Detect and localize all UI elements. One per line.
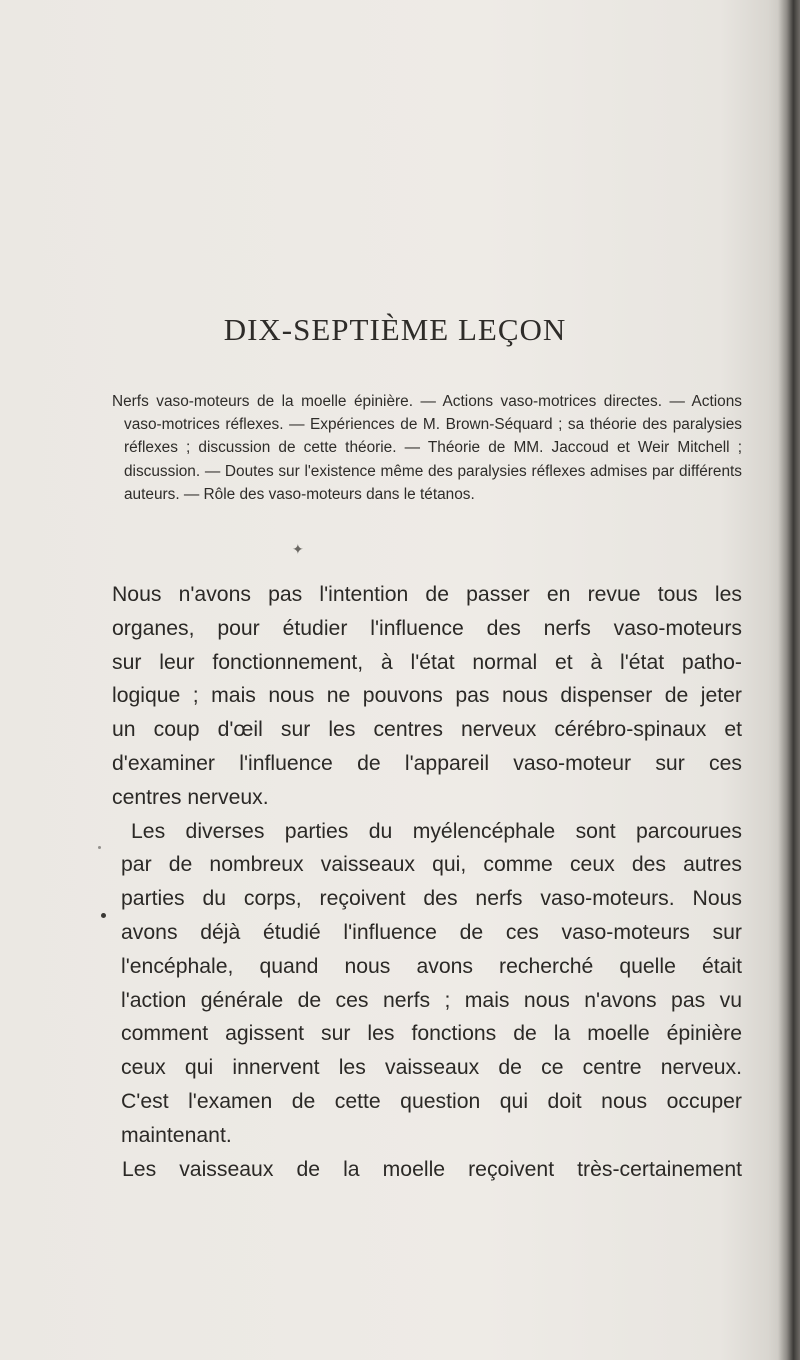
page-edge-shadow (778, 0, 800, 1360)
text-line: d'examiner l'influence de l'appareil vaso-moteur sur ces (112, 751, 742, 775)
body-text (112, 578, 742, 1186)
text-line: C'est l'examen de cette question qui doit nous occuper (121, 1089, 742, 1113)
text-line: comment agissent sur les fonctions de la moelle épinière (121, 1022, 742, 1046)
paragraph-3 (112, 1153, 742, 1187)
margin-speck (101, 913, 106, 918)
text-line: Les diverses parties du myélencéphale sont parcourues (131, 819, 742, 843)
text-line: maintenant. (121, 1123, 232, 1147)
text-line: Nous n'avons pas l'intention de passer en revue tous les (112, 583, 742, 606)
paragraph-2 (112, 815, 742, 1153)
text-line: parties du corps, reçoivent des nerfs vaso-moteurs. Nous (121, 887, 742, 911)
text-line: organes, pour étudier l'influence des nerfs vaso-moteurs (112, 616, 742, 640)
chapter-title: DIX-SEPTIÈME LEÇON (223, 312, 567, 347)
text-line: Les vaisseaux de la moelle reçoivent très-certainement (122, 1157, 742, 1181)
chapter-summary: Nerfs vaso-moteurs de la moelle épinière. — Actions vaso-motrices directes. — Actions vaso-motrices réflexes. — Expériences de M. Brown-Séquard ; sa théorie des paralysies réflexes ; discussion de cette théorie. — Théorie de MM. Jaccoud et Weir Mitchell ; discussion. — Doutes sur l'existence même des paralysies réflexes admises par différents auteurs. — Rôle des vaso-moteurs dans le tétanos. (112, 393, 742, 503)
printer-mark: ✦ (292, 543, 304, 558)
text-line: logique ; mais nous ne pouvons pas nous dispenser de jeter (112, 684, 742, 708)
text-line: sur leur fonctionnement, à l'état normal et à l'état patho- (112, 650, 742, 674)
text-line: l'encéphale, quand nous avons recherché quelle était (121, 954, 742, 978)
text-line: avons déjà étudié l'influence de ces vaso-moteurs sur (121, 920, 742, 944)
paragraph-1 (112, 578, 742, 815)
text-line: ceux qui innervent les vaisseaux de ce centre nerveux. (121, 1056, 742, 1080)
text-line: l'action générale de ces nerfs ; mais nous n'avons pas vu (121, 988, 742, 1012)
text-line: centres nerveux. (112, 785, 269, 809)
margin-speck (98, 846, 101, 849)
text-line: par de nombreux vaisseaux qui, comme ceux des autres (121, 853, 742, 877)
text-line: un coup d'œil sur les centres nerveux cérébro-spinaux et (112, 718, 742, 742)
